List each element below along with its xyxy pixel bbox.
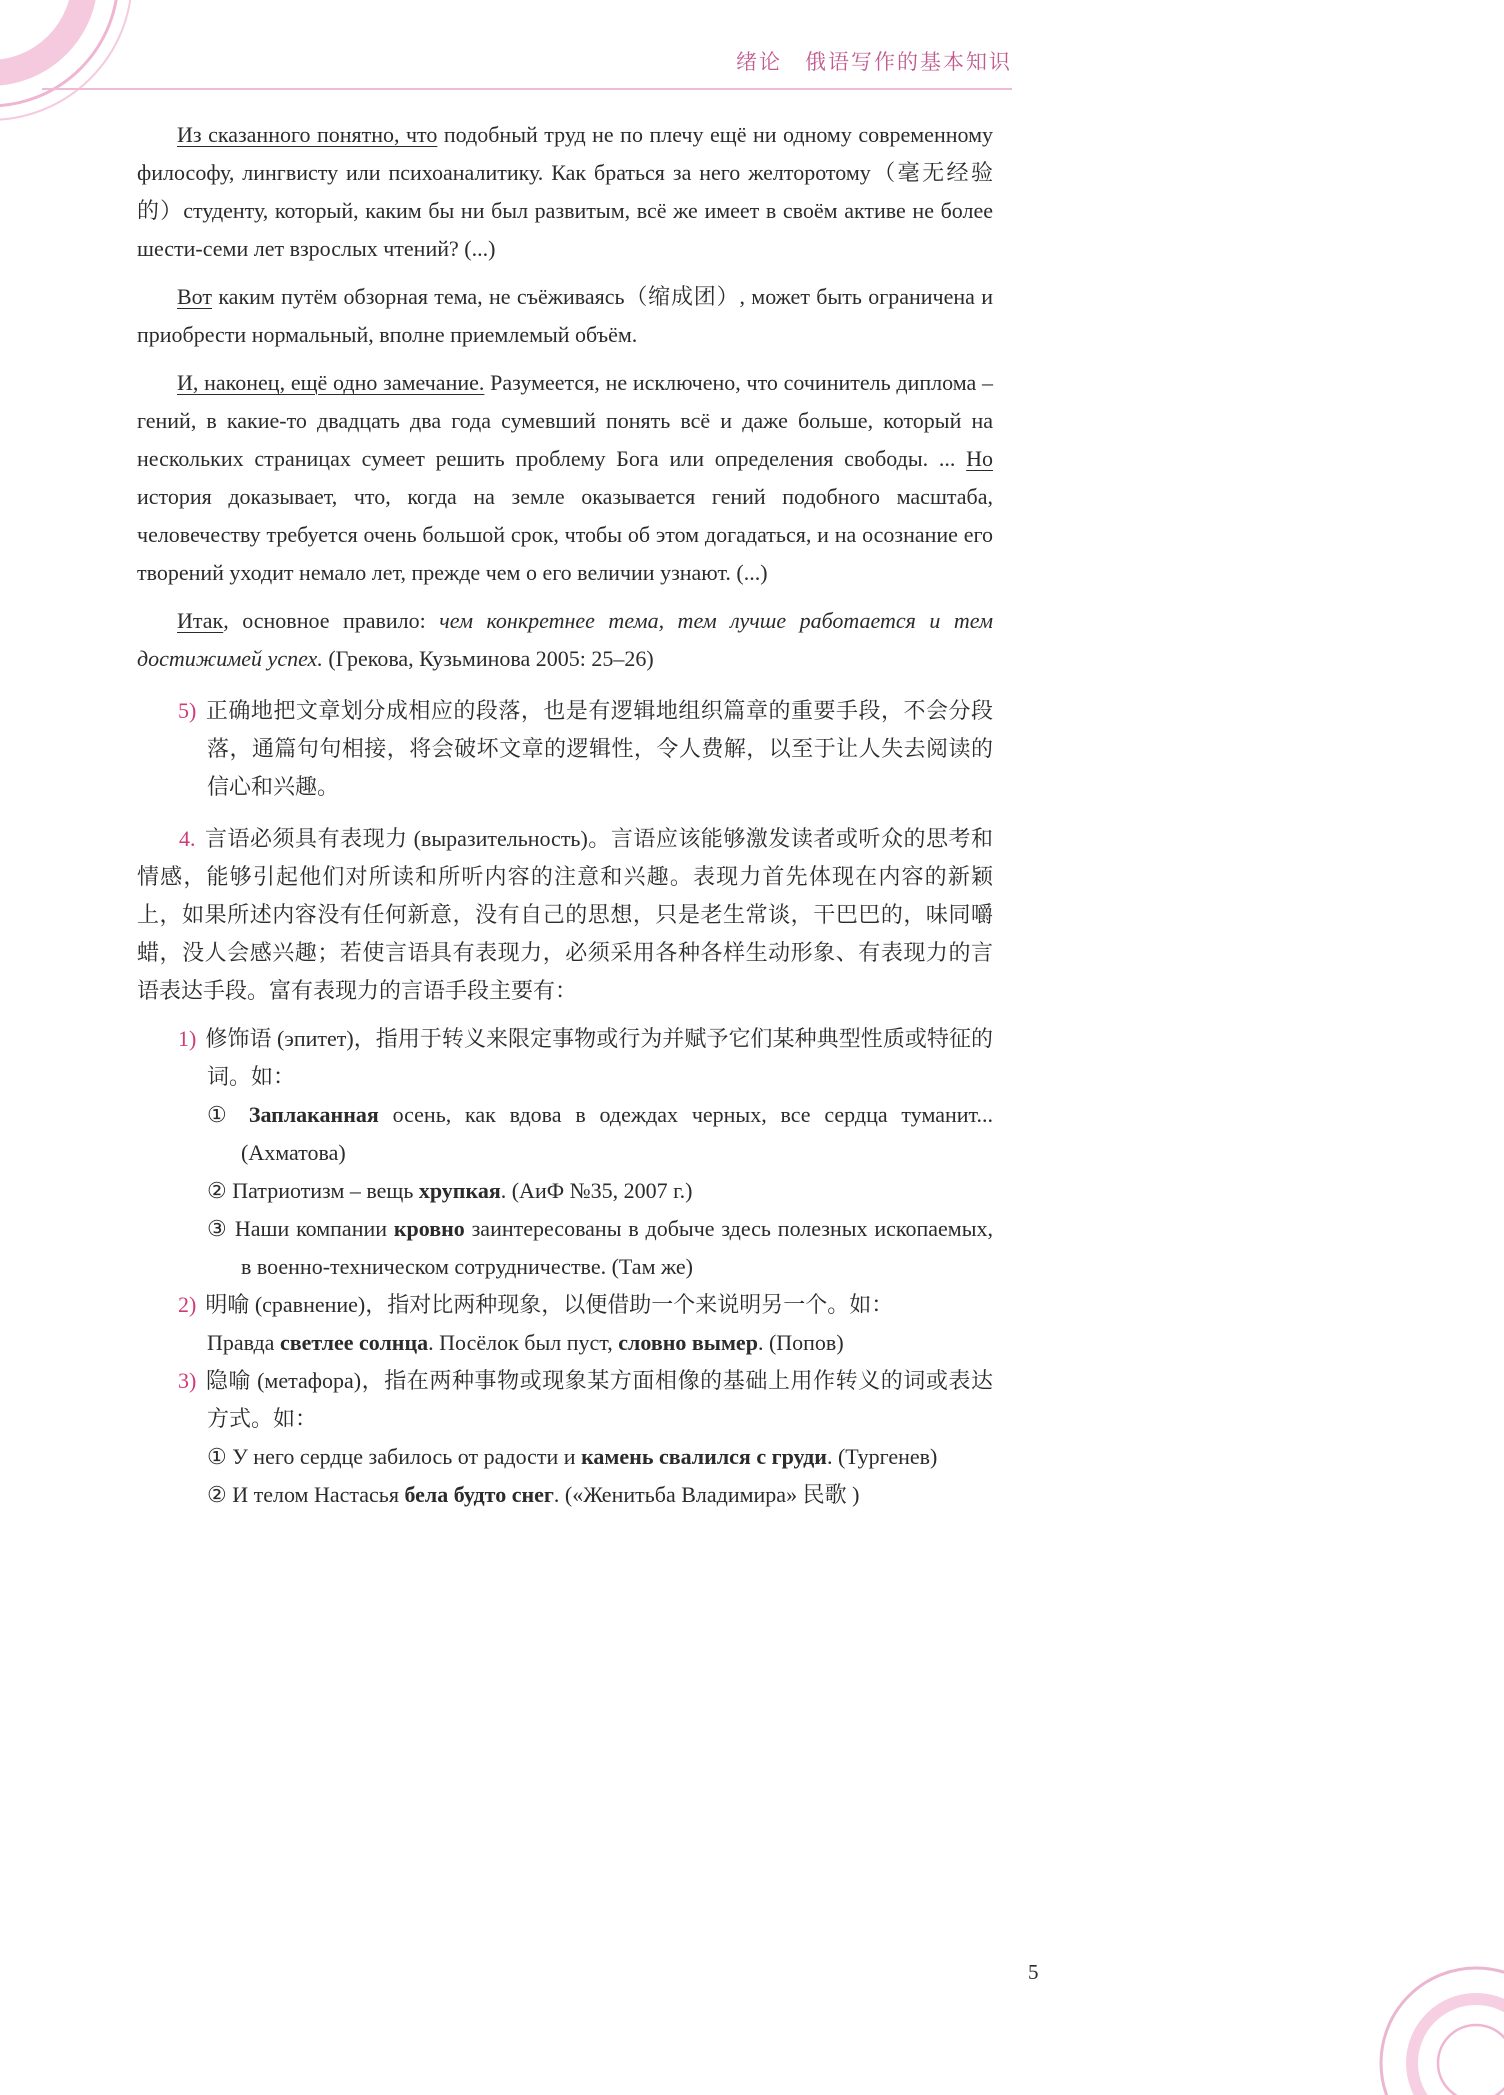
example-text: ② И телом Настасья [207, 1482, 405, 1507]
paragraph-2 [137, 278, 993, 354]
example-text: осень, как вдова в одеждах черных, все сердца туманит... (Ахматова) [241, 1102, 994, 1165]
bold-metaphor: камень свалился с груди [581, 1444, 827, 1469]
paragraph-text: , основное правило: [223, 608, 440, 633]
item-number: 2) [178, 1292, 197, 1317]
running-header-text: 绪论 俄语写作的基本知识 [736, 50, 1012, 74]
section-text: 言语必须具有表现力 (выразительность)。言语应该能够激发读者或听众的思考和情感，能够引起他们对所读和所听内容的注意和兴趣。表现力首先体现在内容的新颖上，如果所述内容没有任何新意，没有自己的思想，只是老生常谈，干巴巴的，味同嚼蜡，没人会感兴趣；若使言语具有表现力，必须采用各种各样生动形象、有表现力的言语表达手段。富有表现力的言语手段主要有： [137, 826, 993, 1003]
bold-epithet: Заплаканная [248, 1102, 379, 1127]
example-text: ② Патриотизм – вещь [207, 1178, 419, 1203]
underlined-word: Но [966, 446, 993, 471]
example-text: ③ Наши компании [207, 1216, 394, 1241]
paragraph-1 [137, 116, 993, 268]
example-text: ① [207, 1102, 249, 1127]
paragraph-3 [137, 364, 993, 592]
list-item-5 [137, 692, 993, 806]
example-text: Правда [207, 1330, 280, 1355]
example-text: заинтересованы в добыче здесь полезных ископаемых, в военно-техническом сотрудничестве. (Там же) [241, 1216, 993, 1279]
example-3-2 [137, 1476, 993, 1514]
item-text: 正确地把文章划分成相应的段落，也是有逻辑地组织篇章的重要手段，不会分段落，通篇句句相接，将会破坏文章的逻辑性，令人费解，以至于让人失去阅读的信心和兴趣。 [205, 698, 993, 799]
list-item-3 [137, 1362, 993, 1438]
corner-circles-decoration-bottom-right [1324, 1945, 1504, 2095]
example-text: . (АиФ №35, 2007 г.) [500, 1178, 693, 1203]
bold-epithet: хрупкая [418, 1178, 501, 1203]
example-text: . (Тургенев) [826, 1444, 938, 1469]
example-2-1 [137, 1324, 993, 1362]
running-header [736, 46, 1012, 76]
item-text: 明喻 (сравнение)，指对比两种现象，以便借助一个来说明另一个。如： [205, 1292, 894, 1317]
example-text: . («Женитьба Владимира» 民歌 ) [553, 1482, 860, 1507]
example-text: . Посёлок был пуст, [428, 1330, 619, 1355]
item-text: 隐喻 (метафора)，指在两种事物或现象某方面相像的基础上用作转义的词或表达方式。如： [205, 1368, 993, 1431]
underlined-lead: Вот [177, 284, 212, 309]
list-item-2 [137, 1286, 993, 1324]
item-number: 5) [178, 698, 197, 723]
bold-comparison: светлее солнца [279, 1330, 429, 1355]
example-text: ① У него сердце забилось от радости и [207, 1444, 582, 1469]
italic-rule-text: чем конкретнее тема, тем лучше работается и тем достижимей успех. [137, 608, 993, 671]
bold-epithet: кровно [393, 1216, 465, 1241]
section-4 [137, 820, 993, 1010]
list-item-1 [137, 1020, 993, 1096]
example-3-1 [137, 1438, 993, 1476]
item-number: 1) [178, 1026, 197, 1051]
underlined-lead: Из сказанного понятно, что [177, 122, 438, 147]
item-number: 3) [178, 1368, 197, 1393]
paragraph-text: подобный труд не по плечу ещё ни одному современному философу, лингвисту или психоаналитику. Как браться за него желторотому（毫无经验的）студенту, который, каким бы ни был развитым, всё же имеет в своём активе не более шести-семи лет взрослых чтений? (...) [137, 122, 993, 261]
underlined-lead: И, наконец, ещё одно замечание. [177, 370, 485, 395]
section-number: 4. [179, 826, 196, 851]
paragraph-text: история доказывает, что, когда на земле оказывается гений подобного масштаба, человечеству требуется очень большой срок, чтобы об этом догадаться, и на осознание его творений уходит немало лет, прежде чем о его величии узнают. (...) [137, 484, 993, 585]
header-rule [42, 88, 1012, 90]
example-1-2 [137, 1172, 993, 1210]
paragraph-4 [137, 602, 993, 678]
example-1-1 [137, 1096, 993, 1172]
bold-metaphor: бела будто снег [404, 1482, 554, 1507]
paragraph-text: каким путём обзорная тема, не съёживаясь（缩成团）, может быть ограничена и приобрести нормальный, вполне приемлемый объём. [137, 284, 993, 347]
paragraph-text: Разумеется, не исключено, что сочинитель диплома – гений, в какие-то двадцать два года сумевший понять всё и даже больше, который на нескольких страницах сумеет решить проблему Бога или определения свободы. ... [137, 370, 993, 471]
underlined-lead: Итак [177, 608, 224, 633]
page-number: 5 [1028, 1960, 1039, 1984]
citation: (Грекова, Кузьминова 2005: 25–26) [322, 646, 654, 671]
corner-arc-decoration-top-left [0, 0, 160, 150]
item-text: 修饰语 (эпитет)，指用于转义来限定事物或行为并赋予它们某种典型性质或特征的词。如： [205, 1026, 993, 1089]
example-1-3 [137, 1210, 993, 1286]
bold-comparison: словно вымер [618, 1330, 758, 1355]
page-content [137, 116, 993, 1514]
example-text: . (Попов) [757, 1330, 844, 1355]
